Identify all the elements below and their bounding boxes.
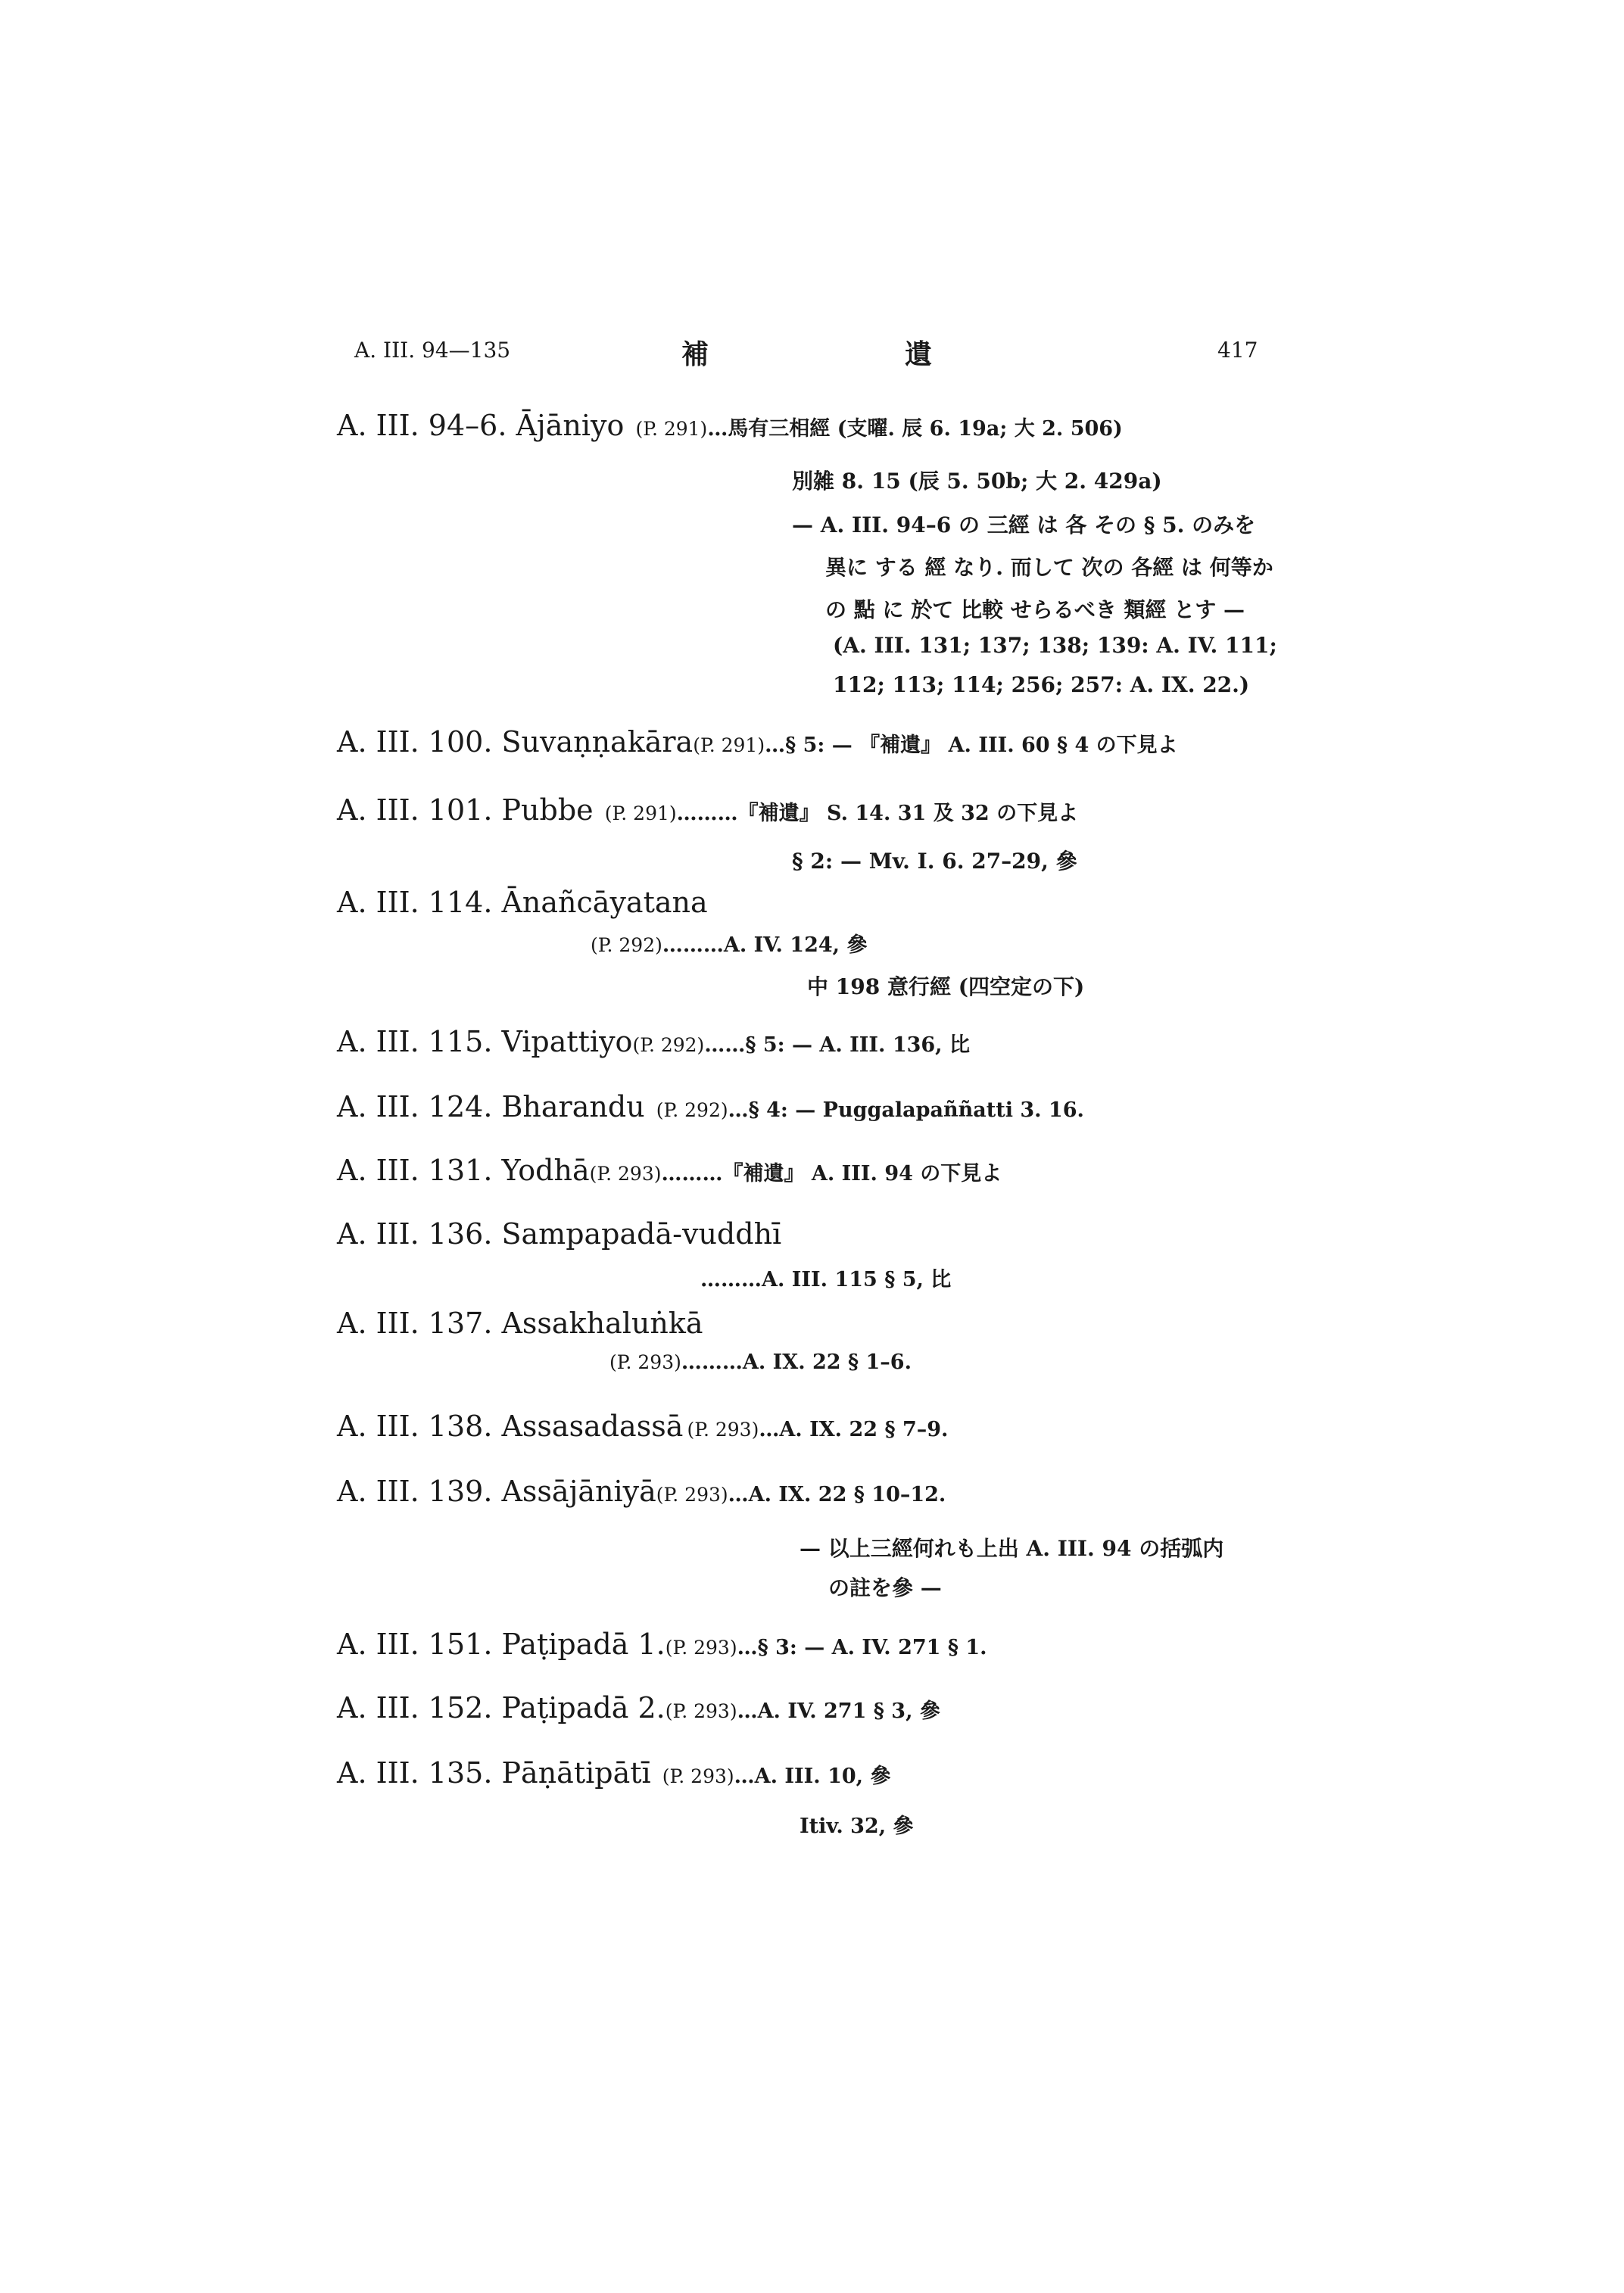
- entry-title: A. III. 101. Pubbe: [337, 793, 594, 827]
- entry-ref: の註を參 —: [828, 1575, 942, 1600]
- entry-ref: …§ 3: — A. IV. 271 § 1.: [737, 1636, 987, 1659]
- entry-page-ref: (P. 293): [609, 1351, 681, 1373]
- entry-page-ref: (P. 291): [604, 802, 677, 824]
- entry-ref: Itiv. 32, 參: [800, 1815, 914, 1838]
- entry-ref: …A. IV. 271 § 3, 參: [737, 1699, 940, 1723]
- entry-heading: [337, 1628, 987, 1661]
- entry-ref: の 點 に 於て 比較 せらるべき 類經 とす —: [825, 597, 1245, 622]
- entry-page-ref: (P. 293): [589, 1163, 662, 1185]
- entry-page-ref: (P. 291): [693, 734, 765, 756]
- entry-page-ref: (P. 293): [662, 1765, 734, 1787]
- entry-ref: ……§ 5: — A. III. 136, 比: [704, 1033, 970, 1057]
- entry-heading: [337, 725, 1178, 759]
- entry-ref: ………A. IV. 124, 參: [662, 933, 868, 957]
- entry-heading: [337, 409, 1123, 442]
- entry-ref: 中 198 意行經 (四空定の下): [807, 974, 1085, 999]
- entry-page-ref: (P. 293): [665, 1637, 737, 1659]
- entry-page-ref: (P. 293): [665, 1700, 737, 1722]
- entry-heading: [337, 793, 1078, 827]
- entry-page-ref: (P. 293): [656, 1484, 728, 1506]
- entry-subline: [609, 1351, 912, 1374]
- entry-ref: (A. III. 131; 137; 138; 139: A. IV. 111;: [833, 633, 1277, 658]
- entry-ref: …A. III. 10, 參: [734, 1765, 891, 1788]
- entry-subline: [591, 928, 867, 958]
- entry-ref: …§ 4: — Puggalapaññatti 3. 16.: [728, 1098, 1084, 1122]
- entry-ref: ………A. III. 115 § 5, 比: [700, 1268, 952, 1291]
- entry-ref: § 2: — Mv. I. 6. 27–29, 參: [792, 849, 1077, 874]
- entry-heading: [337, 1475, 946, 1508]
- entry-title: A. III. 100. Suvaṇṇakāra: [337, 725, 694, 759]
- page-number: 417: [1217, 338, 1258, 363]
- entry-title: A. III. 124. Bharandu: [337, 1090, 645, 1123]
- entry-ref: …A. IX. 22 § 10–12.: [728, 1483, 946, 1506]
- entry-heading: [337, 1756, 890, 1790]
- entry-ref: …馬有三相經 (支曜. 辰 6. 19a; 大 2. 506): [707, 417, 1123, 441]
- entry-ref: ………A. IX. 22 § 1–6.: [681, 1351, 912, 1374]
- entry-title: A. III. 131. Yodhā: [337, 1154, 590, 1187]
- entry-ref: ………『補遺』 S. 14. 31 及 32 の下見よ: [676, 802, 1079, 825]
- entry-page-ref: (P. 292): [656, 1099, 728, 1121]
- entry-page-ref: (P. 291): [635, 418, 708, 440]
- header-title-char-2: 遺: [905, 338, 933, 370]
- entry-title: A. III. 137. Assakhaluṅkā: [337, 1307, 703, 1340]
- entry-heading: [337, 1154, 1002, 1187]
- entry-heading: [337, 1410, 948, 1443]
- entry-heading: [337, 1025, 970, 1058]
- entry-title: A. III. 139. Assājāniyā: [337, 1475, 656, 1508]
- entry-title: A. III. 138. Assasadassā: [337, 1410, 684, 1443]
- entry-ref: — A. III. 94–6 の 三經 は 各 その § 5. のみを: [792, 512, 1256, 537]
- entry-title: A. III. 151. Paṭipadā 1.: [337, 1628, 665, 1661]
- entry-page-ref: (P. 293): [687, 1419, 759, 1441]
- entry-title: A. III. 136. Sampapadā-vuddhī: [337, 1217, 782, 1251]
- entry-heading: [337, 1691, 940, 1724]
- entry-heading: [337, 1090, 1084, 1123]
- entry-title: A. III. 94–6. Ājāniyo: [337, 409, 625, 442]
- entry-title: A. III. 152. Paṭipadā 2.: [337, 1691, 665, 1724]
- header-title-char-1: 補: [681, 338, 709, 370]
- entry-title: A. III. 115. Vipattiyo: [337, 1025, 633, 1058]
- entry-page-ref: (P. 292): [591, 934, 662, 956]
- header-range: A. III. 94—135: [354, 338, 511, 363]
- entry-ref: …§ 5: — 『補遺』 A. III. 60 § 4 の下見よ: [765, 734, 1178, 757]
- running-header: [0, 333, 1624, 379]
- entry-ref: …A. IX. 22 § 7–9.: [759, 1418, 949, 1441]
- entry-title: A. III. 114. Ānañcāyatana: [337, 886, 708, 919]
- entry-page-ref: (P. 292): [632, 1034, 705, 1056]
- entry-title: A. III. 135. Pāṇātipātī: [337, 1756, 651, 1790]
- entry-ref: 112; 113; 114; 256; 257: A. IX. 22.): [833, 672, 1250, 697]
- entry-ref: 別雑 8. 15 (辰 5. 50b; 大 2. 429a): [792, 469, 1162, 494]
- entry-ref: — 以上三經何れも上出 A. III. 94 の括弧内: [800, 1536, 1224, 1561]
- entry-ref: ………『補遺』 A. III. 94 の下見よ: [661, 1162, 1002, 1185]
- entry-ref: 異に する 經 なり. 而して 次の 各經 は 何等か: [825, 555, 1273, 580]
